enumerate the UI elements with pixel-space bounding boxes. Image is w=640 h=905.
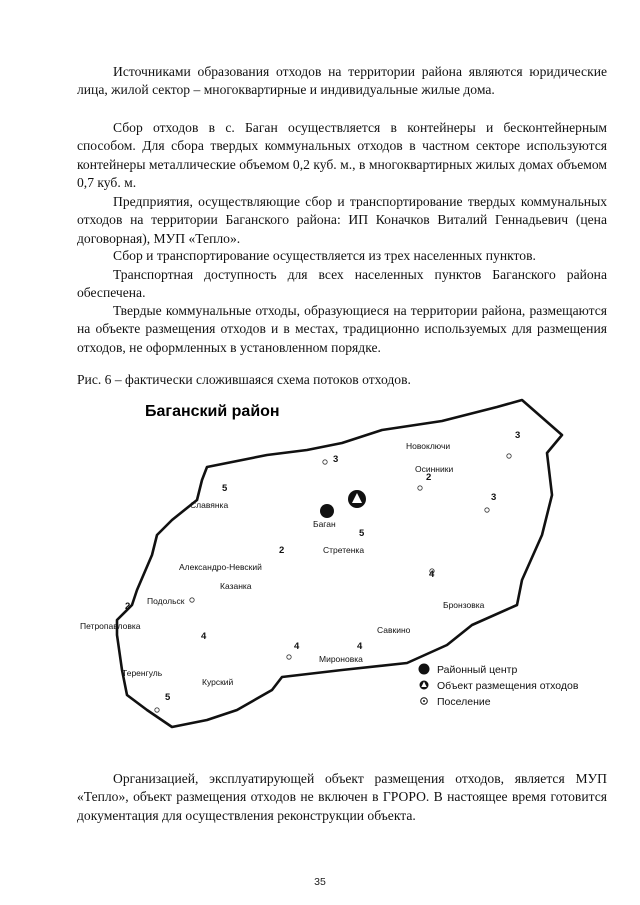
place-savkino: Савкино xyxy=(377,625,411,635)
flow-number: 2 xyxy=(279,545,285,556)
flow-number: 3 xyxy=(333,454,339,465)
paragraph-waste-placement: Твердые коммунальные отходы, образующиеся на территории района, размещаются на объекте размещения отходов и в местах, традиционно используемых для размещения отходов, не оформленных в установленном порядке. xyxy=(77,303,607,355)
place-aleksandro-nevskiy: Александро-Невский xyxy=(179,562,262,572)
flow-number: 4 xyxy=(357,641,363,652)
place-novoklyuchi: Новоключи xyxy=(406,441,451,451)
place-bronzovka: Бронзовка xyxy=(443,600,485,610)
district-map xyxy=(77,395,617,750)
paragraph-enterprises: Предприятия, осуществляющие сбор и транспортирование твердых коммунальных отходов на территории Баганского района: ИП Коначков Виталий Геннадьевич (цена договорная), МУП «Тепло». xyxy=(77,194,607,246)
legend-waste-site-label: Объект размещения отходов xyxy=(437,680,579,692)
place-kurskiy: Курский xyxy=(202,677,234,687)
map-legend xyxy=(419,664,579,709)
paragraph-operator: Организацией, эксплуатирующей объект размещения отходов, является МУП «Тепло», объект размещения отходов не включен в ГРОРО. В настоящее время готовится документация для осуществления реконструкции объекта. xyxy=(77,771,607,823)
place-osinniki: Осинники xyxy=(415,464,454,474)
flow-number: 4 xyxy=(201,631,207,642)
map-title: Баганский район xyxy=(145,403,280,420)
legend-district-center-icon xyxy=(419,664,430,675)
place-stretenka: Стретенка xyxy=(323,545,365,555)
place-mironovka: Мироновка xyxy=(319,654,363,664)
page-number: 35 xyxy=(314,876,326,888)
district-map-svg xyxy=(77,395,617,750)
flow-number: 5 xyxy=(165,692,171,703)
flow-number: 3 xyxy=(491,492,497,503)
paragraph-waste-sources: Источниками образования отходов на территории района являются юридические лица, жилой сектор – многоквартирные и индивидуальные жилые дома. xyxy=(77,64,607,98)
place-slavyanka: Славянка xyxy=(190,500,229,510)
flow-number: 4 xyxy=(429,569,435,580)
paragraph-collection-bagan: Сбор отходов в с. Баган осуществляется в контейнеры и бесконтейнерным способом. Для сбора твердых коммунальных отходов в частном секторе используются контейнеры металлические объемом 0,2 куб. м., в многоквартирных жилых домах объемом 0,7 куб. м. xyxy=(77,120,607,191)
place-bagan: Баган xyxy=(313,519,336,529)
legend-settlement-dot-icon xyxy=(423,700,425,702)
legend-settlement-label: Поселение xyxy=(437,696,491,708)
flow-number: 2 xyxy=(426,472,432,483)
flow-number: 5 xyxy=(222,483,228,494)
paragraph-three-settlements: Сбор и транспортирование осуществляется из трех населенных пунктов. xyxy=(113,248,536,263)
flow-number: 4 xyxy=(294,641,300,652)
flow-number: 5 xyxy=(359,528,365,539)
place-tarengul: Теренгуль xyxy=(122,668,163,678)
place-kazanka: Казанка xyxy=(220,581,252,591)
legend-district-center-label: Районный центр xyxy=(437,664,518,676)
flow-number: 2 xyxy=(125,601,131,612)
flow-number: 3 xyxy=(515,430,521,441)
figure-caption: Рис. 6 – фактически сложившаяся схема потоков отходов. xyxy=(77,372,411,387)
paragraph-transport-access: Транспортная доступность для всех населенных пунктов Баганского района обеспечена. xyxy=(77,267,607,301)
district-center-marker xyxy=(320,504,334,518)
place-petropavlovka: Петропавловка xyxy=(80,621,141,631)
place-podolsk: Подольск xyxy=(147,596,185,606)
